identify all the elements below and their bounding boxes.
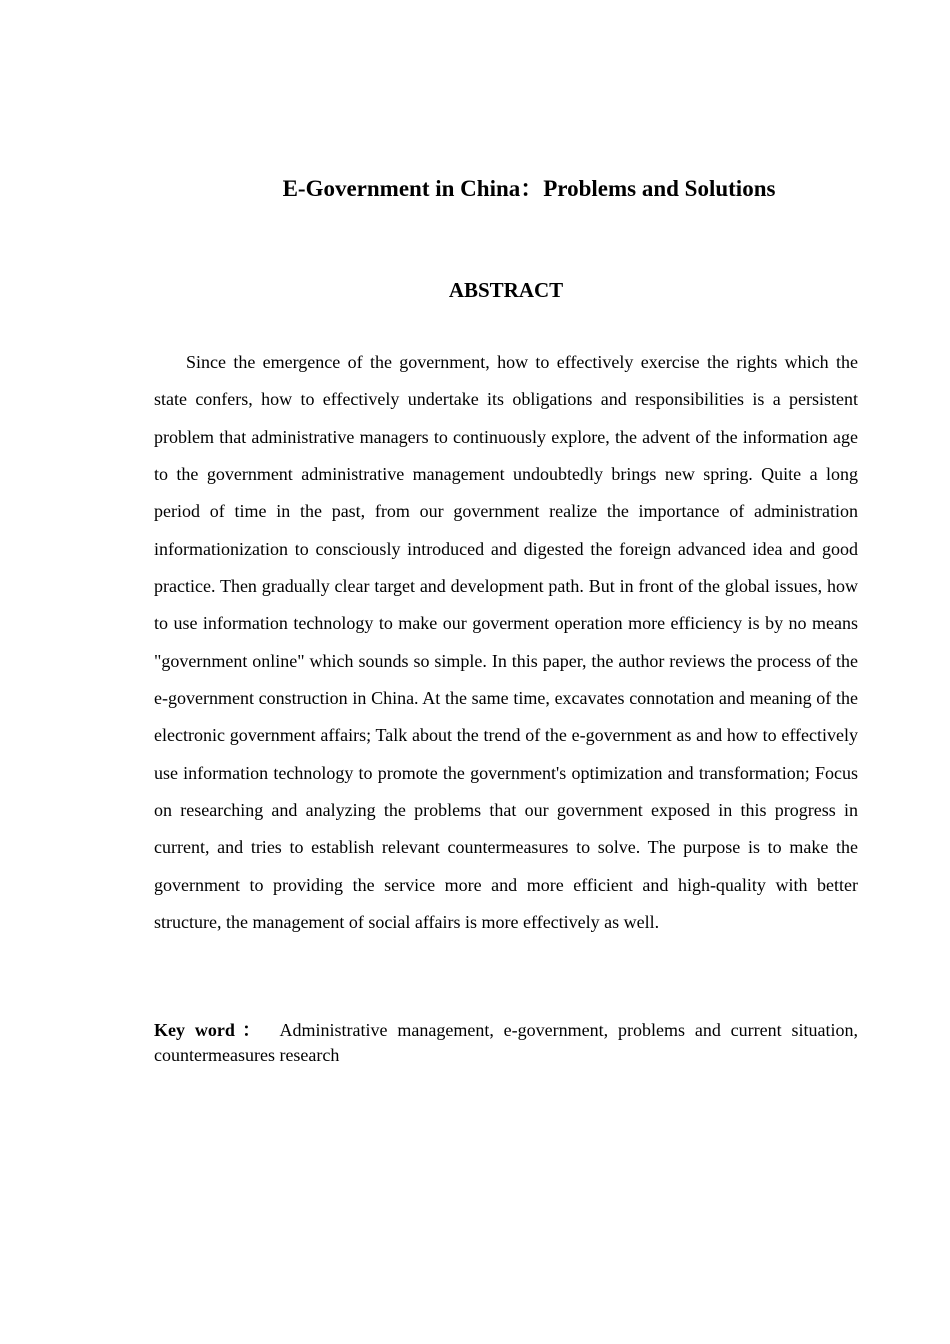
abstract-paragraph: Since the emergence of the government, how to effectively exercise the rights which the state confers, how to effectively undertake its obligations and responsibilities is a persistent problem that administrative managers to continuously explore, the advent of the information age to the government administrative management undoubtedly brings new spring. Quite a long period of time in the past, from our government realize the importance of administration informationization to consciously introduced and digested the foreign advanced idea and good practice. Then gradually clear target and development path. But in front of the global issues, how to use information technology to make our goverment operation more efficiency is by no means "government online" which sounds so simple. In this paper, the author reviews the process of the e-government construction in China. At the same time, excavates connotation and meaning of the electronic government affairs; Talk about the trend of the e-government as and how to effectively use information technology to promote the government's optimization and transformation; Focus on researching and analyzing the problems that our government exposed in this progress in current, and tries to establish relevant countermeasures to solve. The purpose is to make the government to providing the service more and more efficient and high-quality with better structure, the management of social affairs is more effectively as well. (154, 352, 858, 933)
paper-title: E-Government in China：Problems and Solutions (282, 176, 776, 201)
keywords-separator: ： (236, 1020, 266, 1040)
abstract-heading: ABSTRACT (448, 278, 564, 302)
keywords-label: Key word (154, 1020, 235, 1040)
keywords-text: Administrative management, e-government, problems and current situation, countermeasures research (154, 1020, 858, 1065)
keywords-line (154, 1018, 858, 1068)
